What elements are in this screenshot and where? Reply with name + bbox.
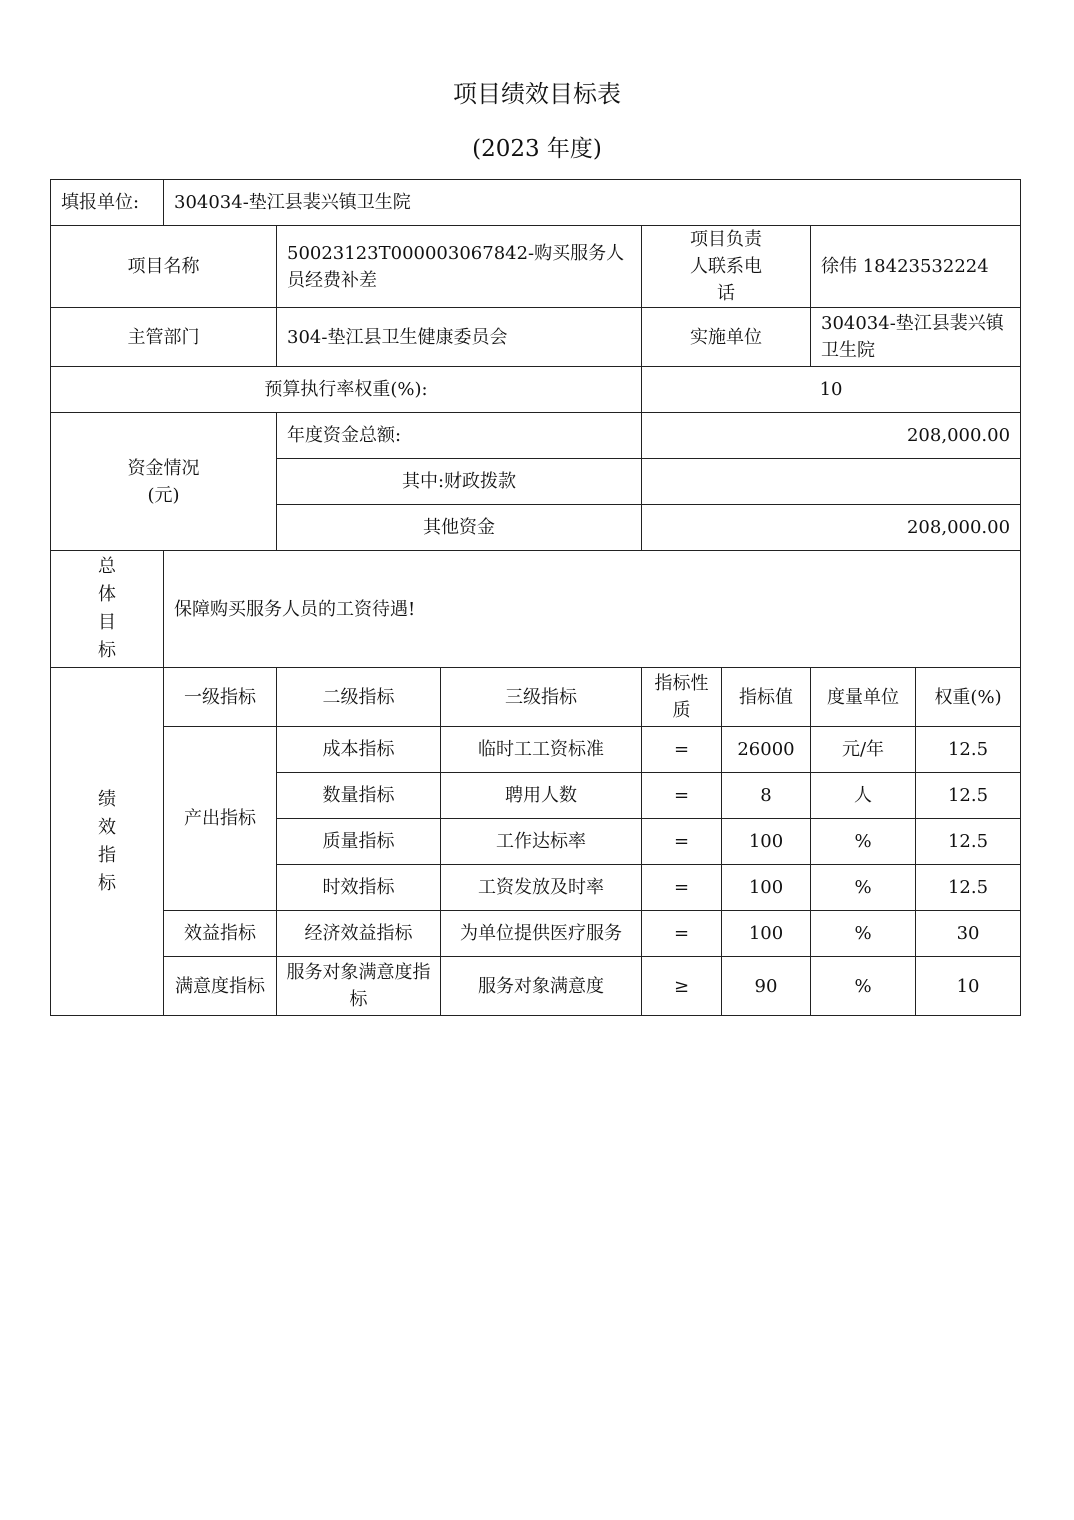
header-unit: 度量单位 (811, 668, 916, 727)
performance-indicators-label (51, 668, 164, 1016)
nature-cell: ≥ (642, 957, 722, 1016)
level2-cell: 质量指标 (277, 819, 441, 865)
goal-label-char: 目 (98, 612, 116, 633)
value-cell: 100 (722, 819, 811, 865)
table-row (51, 957, 1021, 1016)
level2-cell: 数量指标 (277, 773, 441, 819)
fill-unit-label: 填报单位: (51, 180, 164, 226)
fill-unit-value: 304034-垫江县裴兴镇卫生院 (164, 180, 1021, 226)
weight-cell: 12.5 (916, 819, 1021, 865)
funds-total-label: 年度资金总额: (277, 413, 642, 459)
overall-goal-text: 保障购买服务人员的工资待遇! (164, 551, 1021, 668)
fill-unit-row (51, 180, 1021, 226)
level3-cell: 为单位提供医疗服务 (441, 911, 642, 957)
group-output-indicators: 产出指标 (164, 727, 277, 911)
header-level2: 二级指标 (277, 668, 441, 727)
overall-goal-row (51, 551, 1021, 668)
project-name-row (51, 226, 1021, 308)
document-title: 项目绩效目标表 (453, 80, 621, 108)
funds-total-value: 208,000.00 (642, 413, 1021, 459)
table-row (51, 727, 1021, 773)
implementing-unit-label: 实施单位 (642, 308, 811, 367)
budget-rate-value: 10 (642, 367, 1021, 413)
budget-rate-label: 预算执行率权重(%): (51, 367, 642, 413)
perf-label-char: 标 (98, 872, 116, 894)
level2-cell: 成本指标 (277, 727, 441, 773)
funds-fiscal-value (642, 459, 1021, 505)
document-year: (2023 年度) (472, 136, 602, 162)
funds-other-value: 208,000.00 (642, 505, 1021, 551)
level2-cell: 服务对象满意度指标 (277, 957, 441, 1016)
weight-cell: 12.5 (916, 727, 1021, 773)
goal-label-char: 体 (98, 584, 116, 605)
weight-cell: 30 (916, 911, 1021, 957)
weight-cell: 12.5 (916, 865, 1021, 911)
header-level3: 三级指标 (441, 668, 642, 727)
header-level1: 一级指标 (164, 668, 277, 727)
performance-target-table (50, 179, 1021, 1016)
weight-cell: 12.5 (916, 773, 1021, 819)
unit-cell: % (811, 865, 916, 911)
funds-total-row (51, 413, 1021, 459)
supervising-dept-value: 304-垫江县卫生健康委员会 (277, 308, 642, 367)
nature-cell: = (642, 819, 722, 865)
project-name-value: 50023123T000003067842-购买服务人员经费补差 (277, 226, 642, 308)
value-cell: 100 (722, 911, 811, 957)
unit-cell: % (811, 819, 916, 865)
unit-cell: % (811, 911, 916, 957)
value-cell: 26000 (722, 727, 811, 773)
indicator-header-row (51, 668, 1021, 727)
level3-cell: 工作达标率 (441, 819, 642, 865)
header-weight: 权重(%) (916, 668, 1021, 727)
value-cell: 100 (722, 865, 811, 911)
header-nature: 指标性质 (642, 668, 722, 727)
funds-label-line2: (元) (147, 484, 180, 506)
budget-rate-row (51, 367, 1021, 413)
level2-cell: 经济效益指标 (277, 911, 441, 957)
table-row (51, 911, 1021, 957)
value-cell: 8 (722, 773, 811, 819)
overall-goal-label (51, 551, 164, 668)
level3-cell: 聘用人数 (441, 773, 642, 819)
perf-label-char: 效 (98, 816, 116, 838)
implementing-unit-value: 304034-垫江县裴兴镇卫生院 (811, 308, 1021, 367)
supervising-dept-label: 主管部门 (51, 308, 277, 367)
group-satisfaction-indicators: 满意度指标 (164, 957, 277, 1016)
unit-cell: 人 (811, 773, 916, 819)
nature-cell: = (642, 865, 722, 911)
project-name-label: 项目名称 (51, 226, 277, 308)
weight-cell: 10 (916, 957, 1021, 1016)
level2-cell: 时效指标 (277, 865, 441, 911)
unit-cell: 元/年 (811, 727, 916, 773)
funds-fiscal-label: 其中:财政拨款 (277, 459, 642, 505)
value-cell: 90 (722, 957, 811, 1016)
funds-label (51, 413, 277, 551)
project-leader-value: 徐伟 18423532224 (811, 226, 1021, 308)
nature-cell: = (642, 911, 722, 957)
nature-cell: = (642, 773, 722, 819)
perf-label-char: 指 (98, 844, 116, 866)
header-value: 指标值 (722, 668, 811, 727)
goal-label-char: 标 (98, 640, 116, 661)
level3-cell: 工资发放及时率 (441, 865, 642, 911)
group-benefit-indicators: 效益指标 (164, 911, 277, 957)
perf-label-char: 绩 (98, 788, 116, 810)
project-leader-label: 项目负责人联系电话 (642, 226, 811, 308)
unit-cell: % (811, 957, 916, 1016)
level3-cell: 临时工工资标准 (441, 727, 642, 773)
goal-label-char: 总 (98, 556, 116, 577)
department-row (51, 308, 1021, 367)
nature-cell: = (642, 727, 722, 773)
funds-other-label: 其他资金 (277, 505, 642, 551)
funds-label-line1: 资金情况 (127, 457, 200, 479)
level3-cell: 服务对象满意度 (441, 957, 642, 1016)
